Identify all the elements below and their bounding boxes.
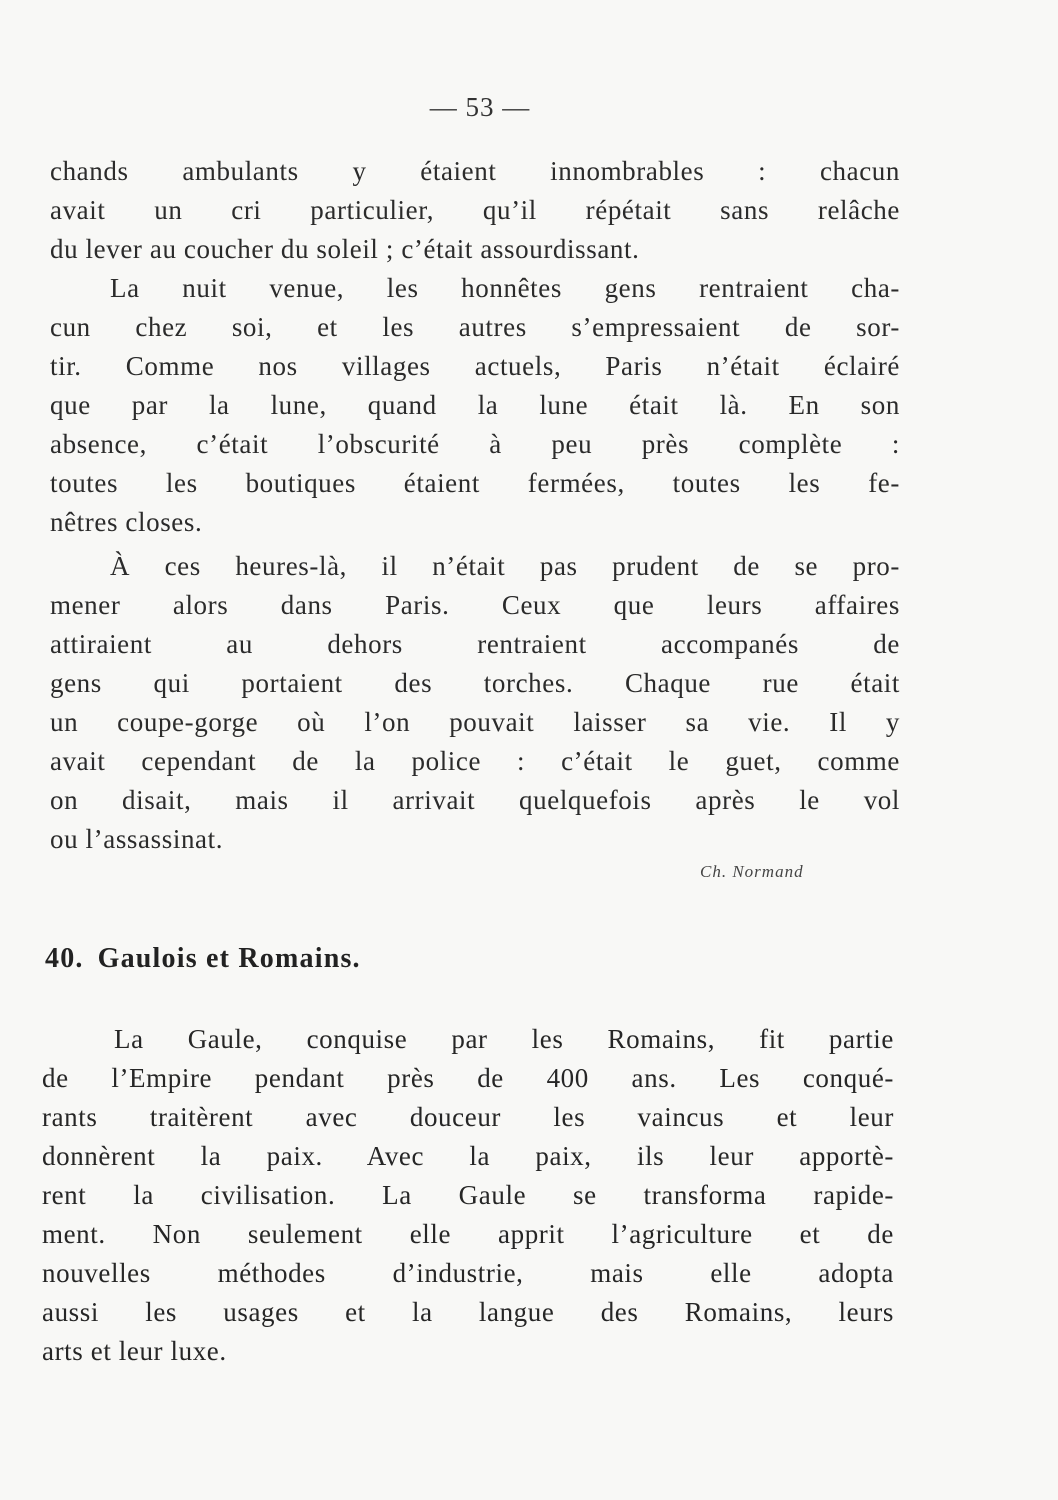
text-line: mener alors dans Paris. Ceux que leurs affaires — [50, 590, 900, 620]
text-line: donnèrent la paix. Avec la paix, ils leur apportè- — [42, 1141, 894, 1171]
text-line: absence, c’était l’obscurité à peu près complète : — [50, 429, 900, 459]
text-line: on disait, mais il arrivait quelquefois après le vol — [50, 785, 900, 815]
text-line: À ces heures-là, il n’était pas prudent de se pro- — [110, 551, 900, 581]
text-line: ment. Non seulement elle apprit l’agriculture et de — [42, 1219, 894, 1249]
text-line: du lever au coucher du soleil ; c’était assourdissant. — [50, 234, 640, 264]
author-signature: Ch. Normand — [700, 862, 804, 881]
text-line: ou l’assassinat. — [50, 824, 224, 854]
text-line: nêtres closes. — [50, 507, 203, 537]
text-line: rent la civilisation. La Gaule se transforma rapide- — [42, 1180, 894, 1210]
text-line: gens qui portaient des torches. Chaque rue était — [50, 668, 900, 698]
text-line: tir. Comme nos villages actuels, Paris n’était éclairé — [50, 351, 900, 381]
text-line: un coupe-gorge où l’on pouvait laisser sa vie. Il y — [50, 707, 900, 737]
text-line: attiraient au dehors rentraient accompanés de — [50, 629, 900, 659]
text-line: chands ambulants y étaient innombrables : chacun — [50, 156, 900, 186]
text-line: La Gaule, conquise par les Romains, fit partie — [114, 1024, 894, 1054]
text-line: nouvelles méthodes d’industrie, mais elle adopta — [42, 1258, 894, 1288]
text-line: aussi les usages et la langue des Romains, leurs — [42, 1297, 894, 1327]
section-title: Gaulois et Romains. — [97, 943, 361, 974]
text-line: de l’Empire pendant près de 400 ans. Les conqué- — [42, 1063, 894, 1093]
section-heading — [45, 943, 361, 975]
section-number: 40. — [45, 943, 84, 974]
text-line: toutes les boutiques étaient fermées, toutes les fe- — [50, 468, 900, 498]
text-line: avait un cri particulier, qu’il répétait sans relâche — [50, 195, 900, 225]
text-line: cun chez soi, et les autres s’empressaient de sor- — [50, 312, 900, 342]
text-line: arts et leur luxe. — [42, 1336, 227, 1366]
text-line: La nuit venue, les honnêtes gens rentraient cha- — [110, 273, 900, 303]
page-number: — 53 — — [429, 92, 531, 122]
text-line: rants traitèrent avec douceur les vaincus et leur — [42, 1102, 894, 1132]
text-line: que par la lune, quand la lune était là. En son — [50, 390, 900, 420]
text-line: avait cependant de la police : c’était le guet, comme — [50, 746, 900, 776]
